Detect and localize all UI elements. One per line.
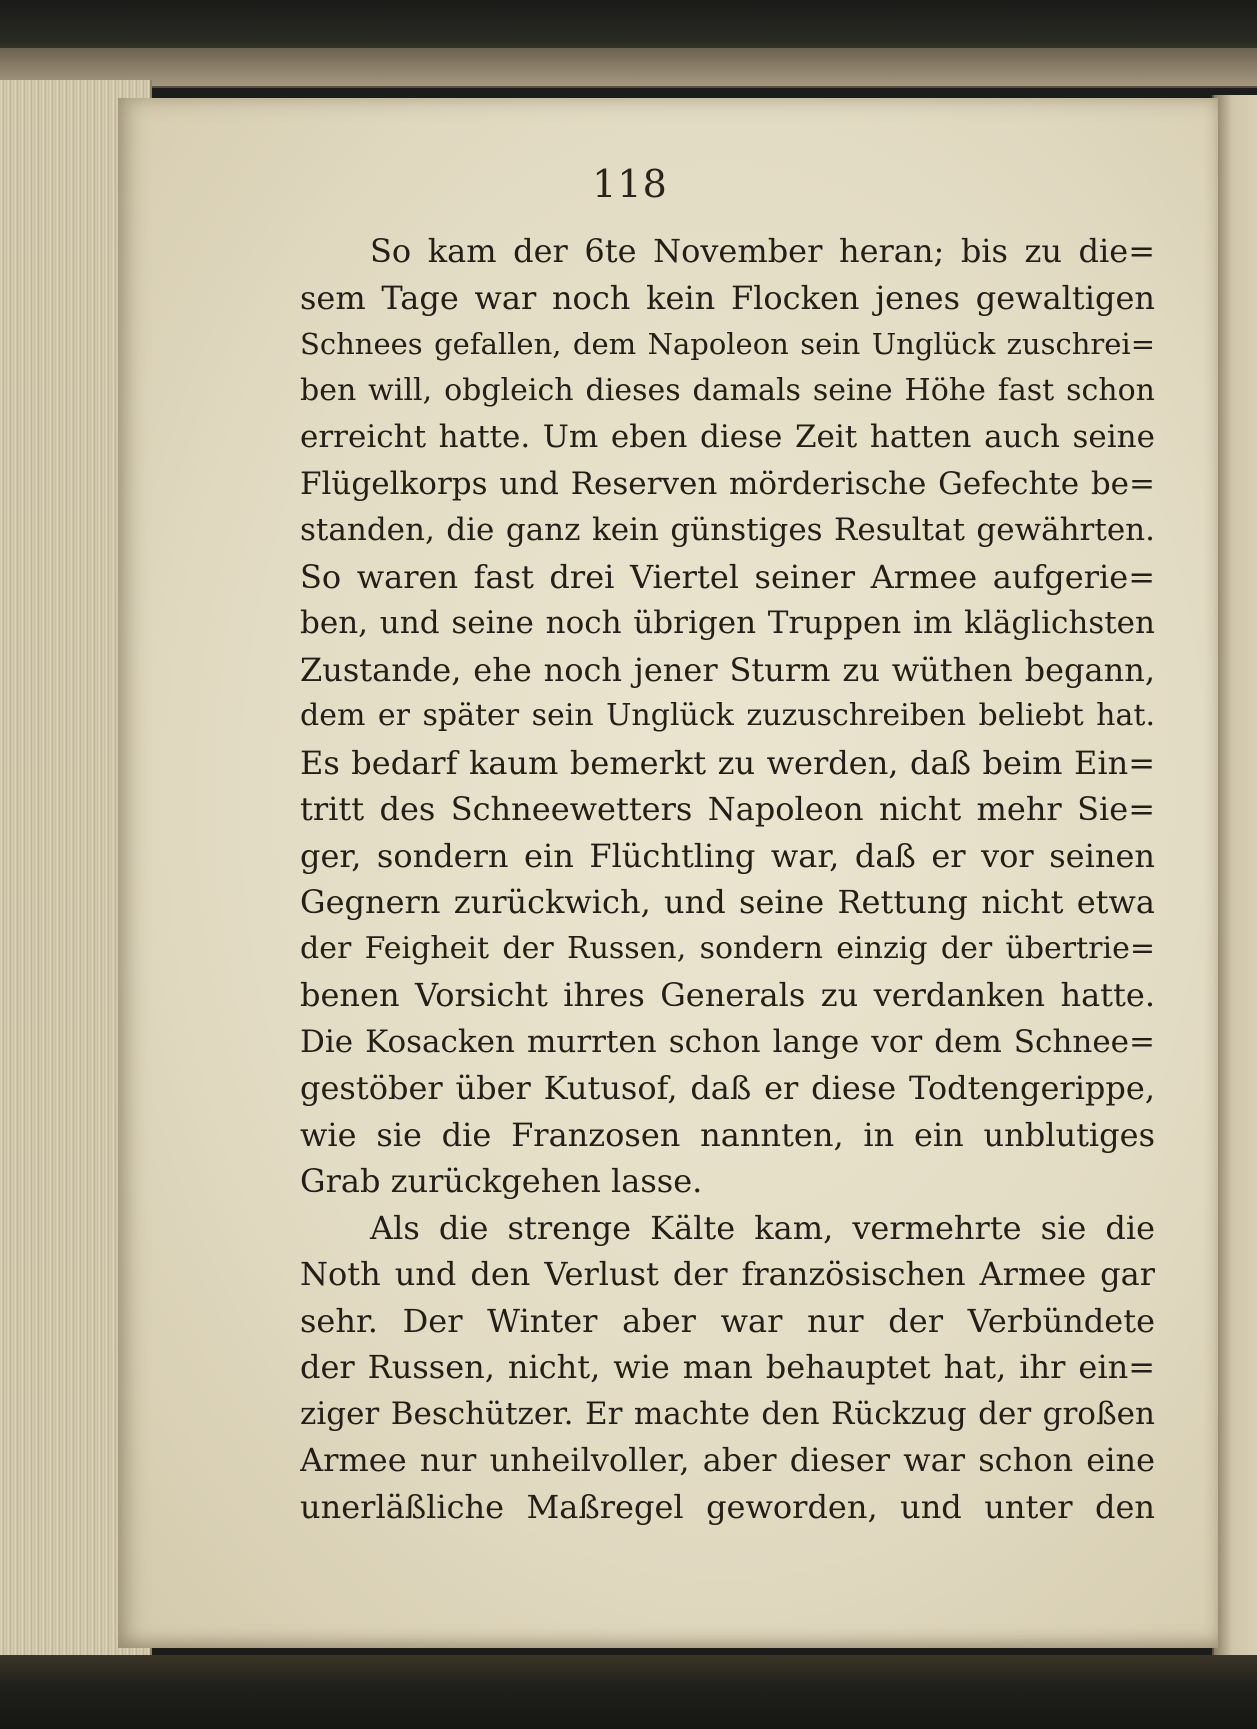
text-line: ger, sondern ein Flüchtling war, daß er vor seinen: [300, 836, 1155, 875]
text-line: der Russen, nicht, wie man behauptet hat, ihr ein=: [300, 1348, 1155, 1386]
text-line: tritt des Schneewetters Napoleon nicht mehr Sie=: [300, 790, 1155, 828]
text-line: standen, die ganz kein günstiges Resultat gewährten.: [300, 512, 1155, 548]
text-line: Armee nur unheilvoller, aber dieser war schon eine: [300, 1441, 1155, 1479]
next-page-edge: [1212, 95, 1257, 1655]
text-line: Noth und den Verlust der französischen Armee gar: [300, 1255, 1155, 1293]
text-line: Gegnern zurückwich, und seine Rettung nicht etwa: [300, 883, 1155, 921]
text-line: unerläßliche Maßregel geworden, und unter den: [300, 1487, 1155, 1526]
text-line: der Feigheit der Russen, sondern einzig der übertrie=: [300, 930, 1155, 966]
text-line: Flügelkorps und Reserven mörderische Gefechte be=: [300, 465, 1155, 502]
text-line: dem er später sein Unglück zuzuschreiben beliebt hat.: [300, 698, 1155, 733]
book-cover-bottom: [0, 1655, 1257, 1729]
text-line: Zustande, ehe noch jener Sturm zu wüthen begann,: [300, 650, 1155, 689]
text-line: wie sie die Franzosen nannten, in ein unblutiges: [300, 1115, 1155, 1154]
text-line: erreicht hatte. Um eben diese Zeit hatten auch seine: [300, 419, 1155, 455]
page-text: [300, 228, 1155, 1530]
page-number: 118: [592, 162, 668, 206]
text-line: gestöber über Kutusof, daß er diese Todtengerippe,: [300, 1069, 1155, 1107]
text-line: Als die strenge Kälte kam, vermehrte sie die: [370, 1208, 1155, 1247]
text-line: benen Vorsicht ihres Generals zu verdanken hatte.: [300, 976, 1155, 1014]
book-binding-edge: [0, 48, 1257, 88]
text-line: Es bedarf kaum bemerkt zu werden, daß beim Ein=: [300, 743, 1155, 782]
text-line: Die Kosacken murrten schon lange vor dem Schnee=: [300, 1023, 1155, 1060]
text-line: ben will, obgleich dieses damals seine Höhe fast schon: [300, 372, 1155, 408]
text-line: sehr. Der Winter aber war nur der Verbündete: [300, 1301, 1155, 1340]
text-line: So waren fast drei Viertel seiner Armee aufgerie=: [300, 557, 1155, 596]
text-line: ben, und seine noch übrigen Truppen im kläglichsten: [300, 605, 1155, 641]
text-line: Schnees gefallen, dem Napoleon sein Unglück zuschrei=: [300, 327, 1155, 361]
text-line: ziger Beschützer. Er machte den Rückzug der großen: [300, 1395, 1155, 1432]
text-line: So kam der 6te November heran; bis zu die=: [370, 232, 1155, 270]
text-line: Grab zurückgehen lasse.: [300, 1162, 703, 1200]
text-line: sem Tage war noch kein Flocken jenes gewaltigen: [300, 278, 1155, 317]
